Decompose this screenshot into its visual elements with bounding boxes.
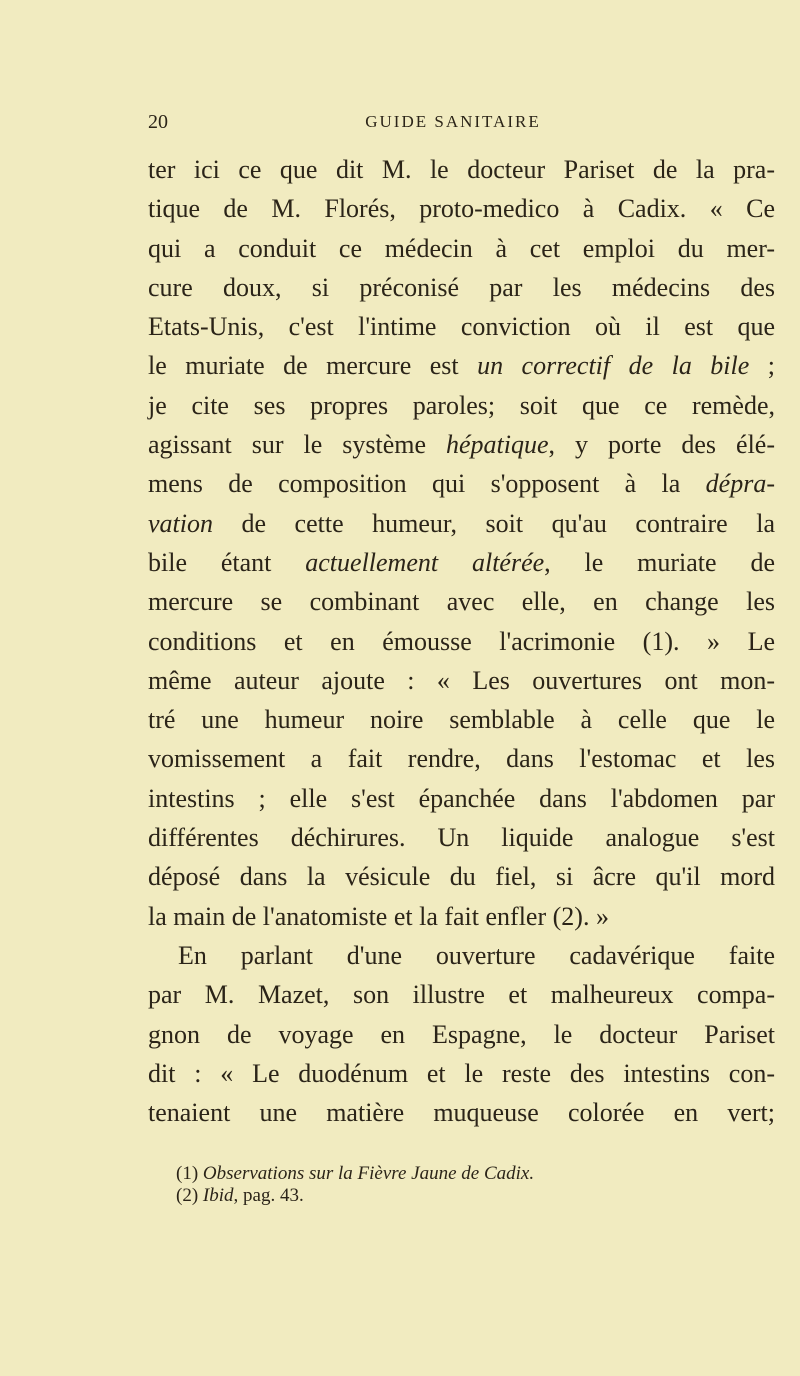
italic-text: un correctif de la bile: [477, 351, 750, 381]
text-segment: cure doux, si préconisé par les médecins des: [148, 272, 775, 302]
text-line: [148, 857, 775, 896]
text-segment: je cite ses propres paroles; soit que ce remède,: [148, 390, 775, 420]
text-segment: par M. Mazet, son illustre et malheureux compa-: [148, 980, 775, 1010]
text-line: [148, 150, 775, 189]
footnote-title: Ibid: [202, 1185, 234, 1206]
italic-text: vation: [148, 508, 213, 538]
text-segment: , le muriate de: [544, 547, 775, 577]
text-segment: la main de l'anatomiste et la fait enfler (2). »: [148, 901, 609, 931]
text-line: [148, 386, 775, 425]
page-number: 20: [148, 111, 168, 133]
footnotes: [176, 1163, 534, 1207]
text-segment: ;: [749, 351, 775, 381]
text-segment: , y porte des élé-: [548, 430, 775, 460]
text-line: [148, 582, 775, 621]
italic-text: actuellement altérée: [305, 547, 545, 577]
body-text: [148, 150, 775, 1132]
footnote-2: [176, 1185, 534, 1207]
text-segment: tenaient une matière muqueuse colorée en vert;: [148, 1098, 775, 1128]
text-line: [148, 346, 775, 385]
text-segment: déposé dans la vésicule du fiel, si âcre qu'il mord: [148, 862, 775, 892]
text-line: [148, 818, 775, 857]
text-line: [148, 936, 775, 975]
text-segment: vomissement a fait rendre, dans l'estomac et les: [148, 744, 775, 774]
text-line: [148, 661, 775, 700]
footnote-text: , pag. 43.: [233, 1185, 304, 1206]
text-segment: qui a conduit ce médecin à cet emploi du mer-: [148, 233, 775, 263]
text-segment: tré une humeur noire semblable à celle que le: [148, 705, 775, 735]
text-segment: le muriate de mercure est: [148, 351, 478, 381]
text-line: [148, 1015, 775, 1054]
text-segment: mercure se combinant avec elle, en change les: [148, 587, 775, 617]
text-line: [148, 189, 775, 228]
footnote-1: [176, 1163, 534, 1185]
text-segment: différentes déchirures. Un liquide analogue s'est: [148, 823, 775, 853]
text-segment: agissant sur le système: [148, 430, 446, 460]
text-line: [148, 229, 775, 268]
text-line: [148, 425, 775, 464]
text-line: [148, 1093, 775, 1132]
footnote-mark: (2): [176, 1185, 199, 1206]
text-segment: gnon de voyage en Espagne, le docteur Pariset: [148, 1019, 775, 1049]
text-line: [148, 307, 775, 346]
text-segment: dit : « Le duodénum et le reste des intestins con-: [148, 1058, 775, 1088]
text-segment: ter ici ce que dit M. le docteur Pariset de la pra-: [148, 155, 775, 184]
footnote-mark: (1): [176, 1163, 199, 1184]
text-line: [148, 622, 775, 661]
text-line: [148, 1054, 775, 1093]
text-segment: même auteur ajoute : « Les ouvertures ont mon-: [148, 665, 775, 695]
text-line: [148, 700, 775, 739]
text-line: [148, 975, 775, 1014]
text-line: [148, 464, 775, 503]
italic-text: hépatique: [446, 430, 549, 460]
text-line: [148, 897, 775, 936]
text-segment: bile étant: [148, 547, 306, 577]
text-segment: conditions et en émousse l'acrimonie (1). » Le: [148, 626, 775, 656]
text-segment: de cette humeur, soit qu'au contraire la: [213, 508, 775, 538]
text-line: [148, 739, 775, 778]
running-title: GUIDE SANITAIRE: [365, 112, 541, 131]
text-line: [148, 543, 775, 582]
text-segment: mens de composition qui s'opposent à la: [148, 469, 706, 499]
footnote-text: Observations sur la Fièvre Jaune de Cadix.: [202, 1163, 535, 1184]
text-line: [148, 504, 775, 543]
text-segment: intestins ; elle s'est épanchée dans l'abdomen par: [148, 783, 775, 813]
text-line: [148, 779, 775, 818]
text-segment: En parlant d'une ouverture cadavérique faite: [178, 940, 775, 970]
italic-text: dépra-: [705, 469, 775, 499]
text-segment: tique de M. Florés, proto-medico à Cadix. « Ce: [148, 194, 775, 224]
text-segment: Etats-Unis, c'est l'intime conviction où il est que: [148, 312, 775, 342]
text-line: [148, 268, 775, 307]
